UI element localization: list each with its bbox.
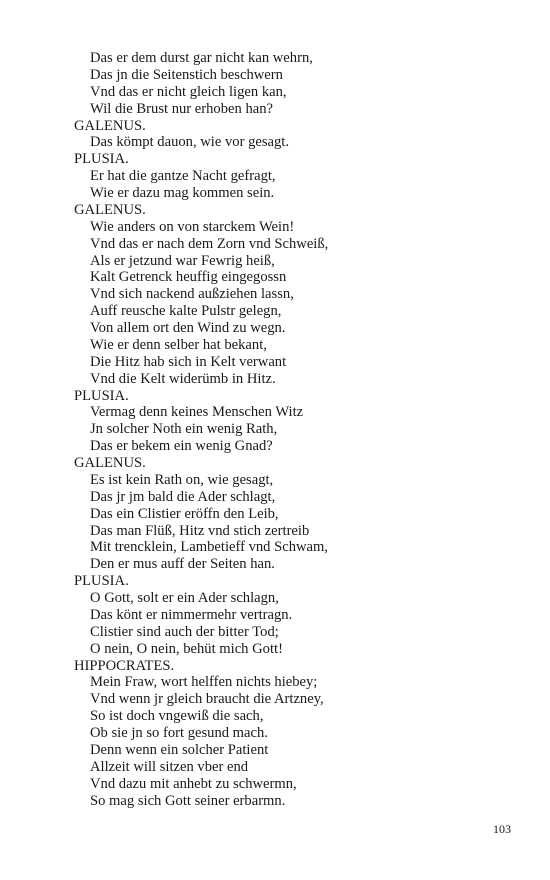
- verse-line: Kalt Getrenck heuffig eingegossn: [90, 269, 287, 286]
- verse-line: Wil die Brust nur erhoben han?: [90, 100, 273, 117]
- verse-line: Vnd sich nackend außziehen lassn,: [90, 286, 294, 303]
- play-text: [74, 50, 514, 809]
- verse-line: Auff reusche kalte Pulstr gelegn,: [90, 303, 282, 320]
- verse-line: So ist doch vngewiß die sach,: [90, 708, 264, 725]
- verse-line: Die Hitz hab sich in Kelt verwant: [90, 353, 287, 370]
- speaker-name: HIPPOCRATES.: [74, 657, 175, 674]
- verse-line: Das er dem durst gar nicht kan wehrn,: [90, 50, 313, 66]
- verse-line: Vnd die Kelt widerümb in Hitz.: [90, 370, 276, 387]
- speaker-name: PLUSIA.: [74, 387, 129, 404]
- verse-line: Vnd das er nicht gleich ligen kan,: [90, 83, 287, 100]
- verse-line: Vnd das er nach dem Zorn vnd Schweiß,: [90, 235, 329, 252]
- verse-line: Ob sie jn so fort gesund mach.: [90, 725, 268, 741]
- verse-line: O Gott, solt er ein Ader schlagn,: [90, 590, 279, 606]
- speaker-name: GALENUS.: [74, 117, 146, 134]
- verse-line: Das könt er nimmermehr vertragn.: [90, 606, 293, 623]
- verse-line: Mit trencklein, Lambetieff vnd Schwam,: [90, 539, 329, 556]
- verse-line: Vnd dazu mit anhebt zu schwermn,: [90, 775, 297, 792]
- speaker-name: PLUSIA.: [74, 573, 129, 590]
- verse-line: Vermag denn keines Menschen Witz: [90, 404, 304, 421]
- verse-line: Er hat die gantze Nacht gefragt,: [90, 168, 276, 185]
- verse-line: Wie er dazu mag kommen sein.: [90, 185, 275, 201]
- verse-line: Den er mus auff der Seiten han.: [90, 556, 275, 573]
- verse-line: Denn wenn ein solcher Patient: [90, 741, 269, 758]
- verse-line: Das jr jm bald die Ader schlagt,: [90, 488, 276, 505]
- verse-line: O nein, O nein, behüt mich Gott!: [90, 640, 283, 657]
- speaker-name: PLUSIA.: [74, 151, 129, 168]
- verse-line: Clistier sind auch der bitter Tod;: [90, 623, 279, 640]
- verse-line: Jn solcher Noth ein wenig Rath,: [90, 421, 278, 438]
- verse-line: Mein Fraw, wort helffen nichts hiebey;: [90, 674, 318, 691]
- verse-line: So mag sich Gott seiner erbarmn.: [90, 792, 286, 809]
- verse-line: Wie er denn selber hat bekant,: [90, 336, 267, 353]
- verse-line: Das er bekem ein wenig Gnad?: [90, 438, 273, 455]
- verse-line: Es ist kein Rath on, wie gesagt,: [90, 471, 274, 488]
- speaker-name: GALENUS.: [74, 455, 146, 471]
- verse-line: Wie anders on von starckem Wein!: [90, 218, 295, 235]
- page-number: 103: [493, 822, 511, 836]
- verse-line: Vnd wenn jr gleich braucht die Artzney,: [90, 691, 324, 708]
- verse-line: Das jn die Seitenstich beschwern: [90, 66, 283, 83]
- verse-line: Als er jetzund war Fewrig heiß,: [90, 252, 275, 269]
- verse-line: Das man Flüß, Hitz vnd stich zertreib: [90, 522, 310, 539]
- verse-line: Das ein Clistier eröffn den Leib,: [90, 505, 279, 522]
- verse-line: Das kömpt dauon, wie vor gesagt.: [90, 134, 290, 151]
- speaker-name: GALENUS.: [74, 201, 146, 218]
- verse-line: Von allem ort den Wind zu wegn.: [90, 320, 286, 336]
- verse-line: Allzeit will sitzen vber end: [90, 758, 249, 775]
